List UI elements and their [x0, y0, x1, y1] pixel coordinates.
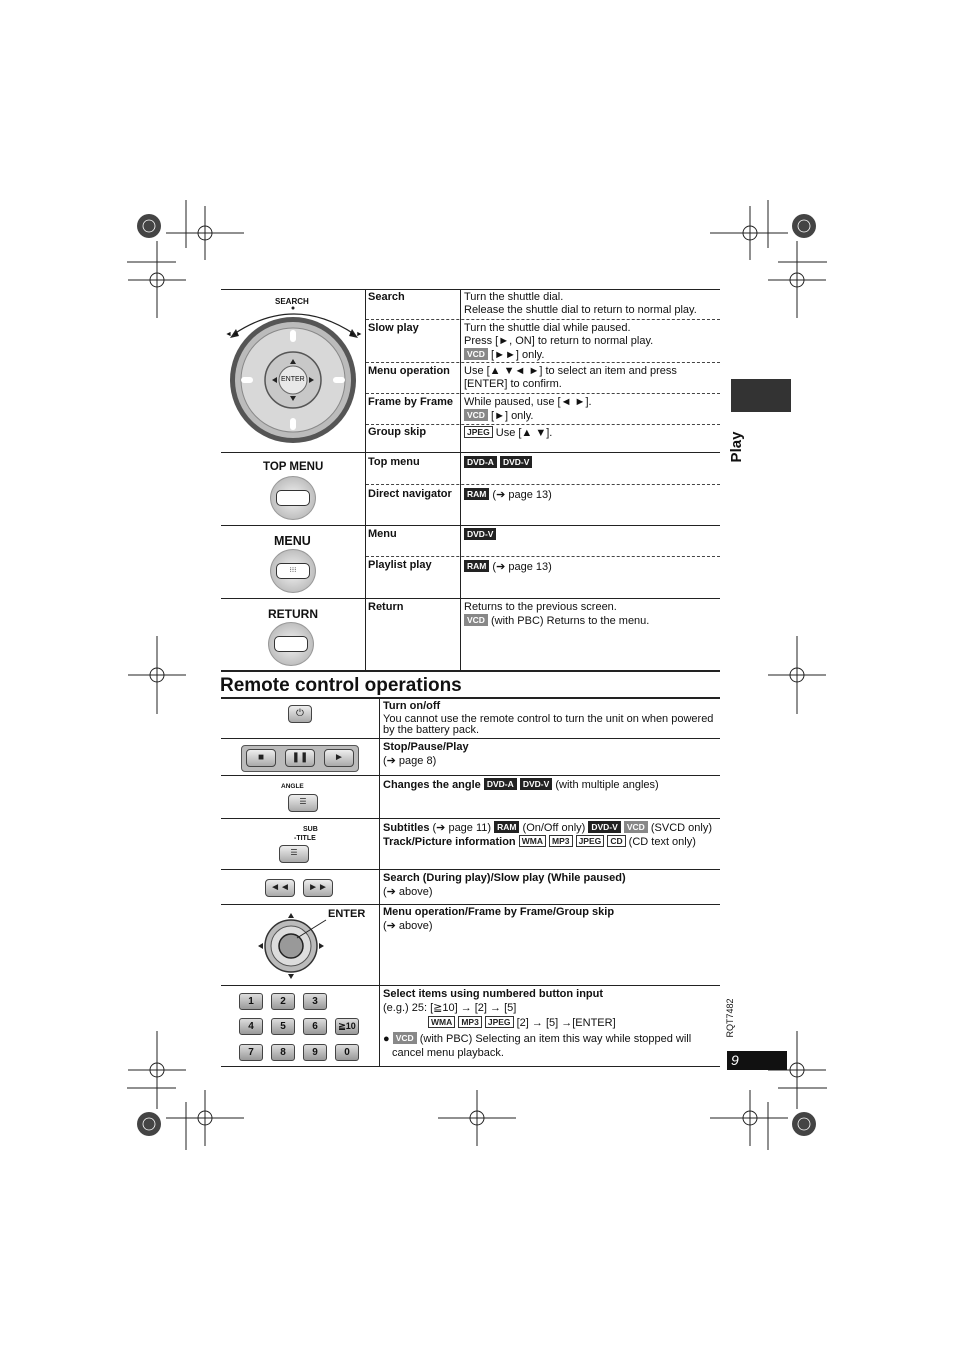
dial-rewind-symbol: ◄◄	[225, 331, 239, 338]
row-title-frame-by-frame: Frame by Frame	[368, 396, 453, 408]
row-divider	[366, 424, 720, 425]
remote-row-bullet-line	[383, 1032, 691, 1046]
remote-table-bottom-rule	[221, 1066, 720, 1067]
disc-tag: DVD-V	[520, 778, 552, 790]
pause-button: ❚❚	[285, 749, 315, 767]
disc-tag: WMA	[519, 835, 546, 847]
row-desc-tagline	[464, 409, 533, 423]
disc-tag: RAM	[464, 560, 489, 572]
remote-col-rule	[379, 698, 380, 1066]
disc-tag: DVD-V	[464, 528, 496, 540]
remote-row-track-info	[383, 835, 696, 849]
disc-tag: RAM	[494, 821, 519, 833]
remote-row-desc: (with PBC) Selecting an item this way while stopped will	[416, 1033, 692, 1045]
remote-row-title: Subtitles	[383, 822, 430, 834]
remote-row-title: Changes the angle	[383, 779, 481, 791]
table-top-rule	[221, 289, 720, 290]
disc-tag: VCD	[464, 409, 488, 421]
disc-tag: VCD	[393, 1032, 417, 1044]
remote-row-rule	[221, 818, 720, 819]
remote-row-desc: cancel menu playback.	[392, 1047, 504, 1059]
disc-tag: DVD-A	[484, 778, 517, 790]
side-tab-label: Play	[728, 431, 745, 463]
bullet: ●	[383, 1033, 390, 1045]
remote-row-desc: (➔ page 11)	[429, 822, 495, 834]
disc-tag: MP3	[549, 835, 572, 847]
remote-enter-label: ENTER	[328, 908, 366, 920]
row-divider	[366, 319, 720, 320]
remote-row-desc: (with multiple angles)	[552, 779, 659, 791]
number-key: ≧10	[335, 1018, 359, 1035]
disc-tag: DVD-A	[464, 456, 497, 468]
doc-code: RQT7482	[725, 998, 735, 1038]
disc-tag: JPEG	[576, 835, 605, 847]
remote-row-desc: You cannot use the remote control to turn the unit on when powered	[383, 713, 714, 725]
row-desc: Use [▲ ▼].	[492, 427, 553, 439]
remote-row-desc: (e.g.) 25: [≧10] → [2] → [5]	[383, 1002, 517, 1014]
number-key: 6	[303, 1018, 327, 1035]
remote-row-title: Select items using numbered button input	[383, 988, 604, 1000]
remote-row-desc: [2] → [5] →[ENTER]	[513, 1017, 616, 1029]
remote-row-rule	[221, 985, 720, 986]
row-title-slow-play: Slow play	[368, 322, 419, 334]
remote-row-title: Search (During play)/Slow play (While paused)	[383, 872, 626, 884]
remote-row-angle	[383, 778, 659, 792]
row-desc-tagline	[464, 348, 544, 362]
remote-row-desc: (SVCD only)	[647, 822, 713, 834]
number-key: 7	[239, 1044, 263, 1061]
disc-tag: JPEG	[464, 426, 493, 438]
return-label: RETURN	[268, 607, 318, 621]
row-desc-tags	[464, 456, 532, 470]
number-key: 9	[303, 1044, 327, 1061]
number-key: 5	[271, 1018, 295, 1035]
row-divider	[366, 362, 720, 363]
remote-row-desc: (CD text only)	[625, 836, 696, 848]
row-divider	[366, 484, 720, 485]
table-col-rule-2	[460, 289, 461, 670]
top-menu-label: TOP MENU	[263, 461, 324, 473]
remote-table-top-rule	[221, 697, 720, 699]
row-title-top-menu: Top menu	[368, 456, 420, 468]
row-desc: Press [►, ON] to return to normal play.	[464, 335, 654, 347]
row-title-search: Search	[368, 291, 405, 303]
row-desc: [►►] only.	[487, 349, 545, 361]
row-desc: Turn the shuttle dial.	[464, 291, 564, 303]
menu-label: MENU	[274, 534, 311, 548]
remote-row-title: Menu operation/Frame by Frame/Group skip	[383, 906, 615, 918]
disc-tag: MP3	[458, 1016, 481, 1028]
subtitle-label-1: SUB	[303, 826, 318, 833]
disc-tag: DVD-V	[500, 456, 532, 468]
row-desc: While paused, use [◄ ►].	[464, 396, 592, 408]
remote-row-desc: by the battery pack.	[383, 724, 479, 736]
disc-tag: JPEG	[485, 1016, 514, 1028]
row-desc: Use [▲ ▼◄ ►] to select an item and press	[464, 365, 677, 377]
remote-row-rule	[221, 904, 720, 905]
return-button	[268, 622, 314, 666]
row-desc-tagline	[464, 614, 649, 628]
dial-enter-label: ENTER	[281, 376, 305, 383]
remote-row-desc-tags	[428, 1016, 616, 1030]
disc-tag: VCD	[464, 614, 488, 626]
row-desc: Release the shuttle dial to return to normal play.	[464, 304, 697, 316]
remote-row-rule	[221, 775, 720, 776]
row-desc-tagline	[464, 488, 552, 502]
row-desc: (➔ page 13)	[489, 489, 552, 501]
remote-row-desc: (On/Off only)	[519, 822, 589, 834]
angle-label: ANGLE	[281, 783, 304, 790]
disc-tag: VCD	[464, 348, 488, 360]
row-title-group-skip: Group skip	[368, 426, 427, 438]
section-rule	[221, 598, 720, 599]
rewind-button: ◄◄	[265, 879, 295, 897]
side-tab-block	[731, 379, 791, 412]
row-divider	[366, 556, 720, 557]
row-desc: (with PBC) Returns to the menu.	[487, 615, 650, 627]
row-title-return: Return	[368, 601, 404, 613]
row-title-playlist-play: Playlist play	[368, 559, 432, 571]
remote-row-title: Track/Picture information	[383, 836, 516, 848]
number-key: 0	[335, 1044, 359, 1061]
power-button: ⏻	[288, 705, 312, 723]
play-button: ►	[324, 749, 354, 767]
top-menu-button	[270, 476, 316, 520]
row-desc: [►] only.	[487, 410, 534, 422]
remote-row-rule	[221, 738, 720, 739]
dial-ff-symbol: ►►	[349, 331, 363, 338]
row-desc-tags	[464, 528, 496, 542]
remote-row-title: Stop/Pause/Play	[383, 741, 469, 753]
remote-row-rule	[221, 869, 720, 870]
disc-tag: WMA	[428, 1016, 455, 1028]
row-title-menu: Menu	[368, 528, 397, 540]
remote-row-subtitles	[383, 821, 712, 835]
row-desc-tagline	[464, 560, 552, 574]
subtitle-label-2: -TITLE	[294, 835, 316, 842]
number-key: 2	[271, 993, 295, 1010]
disc-tag: CD	[607, 835, 625, 847]
remote-row-desc: (➔ above)	[383, 886, 433, 898]
subtitle-button: ☰	[279, 845, 309, 863]
row-divider	[366, 393, 720, 394]
section-rule-thick	[221, 670, 720, 672]
menu-button: ⁝⁝⁝	[270, 549, 316, 593]
row-desc: Turn the shuttle dial while paused.	[464, 322, 631, 334]
number-key: 8	[271, 1044, 295, 1061]
dial-search-label: SEARCH	[275, 297, 309, 306]
fast-forward-button: ►►	[303, 879, 333, 897]
angle-button: ☰	[288, 794, 318, 812]
section-title: Remote control operations	[220, 675, 462, 696]
row-desc-tagline	[464, 426, 552, 440]
section-rule	[221, 525, 720, 526]
disc-tag: RAM	[464, 488, 489, 500]
row-title-direct-navigator: Direct navigator	[368, 488, 452, 500]
page-number: 9	[731, 1052, 739, 1068]
disc-tag: DVD-V	[588, 821, 620, 833]
number-key: 3	[303, 993, 327, 1010]
disc-tag: VCD	[624, 821, 648, 833]
number-key: 1	[239, 993, 263, 1010]
number-key: 4	[239, 1018, 263, 1035]
stop-button: ■	[246, 749, 276, 767]
row-title-menu-operation: Menu operation	[368, 365, 450, 377]
remote-row-desc: (➔ above)	[383, 920, 433, 932]
remote-enter-dial	[256, 910, 328, 982]
row-desc: Returns to the previous screen.	[464, 601, 617, 613]
row-desc: [ENTER] to confirm.	[464, 378, 562, 390]
row-desc: (➔ page 13)	[489, 561, 552, 573]
section-rule	[221, 452, 720, 453]
table-col-rule-1	[365, 289, 366, 670]
remote-row-title: Turn on/off	[383, 700, 441, 712]
shuttle-dial	[224, 296, 364, 450]
remote-row-desc: (➔ page 8)	[383, 755, 437, 767]
